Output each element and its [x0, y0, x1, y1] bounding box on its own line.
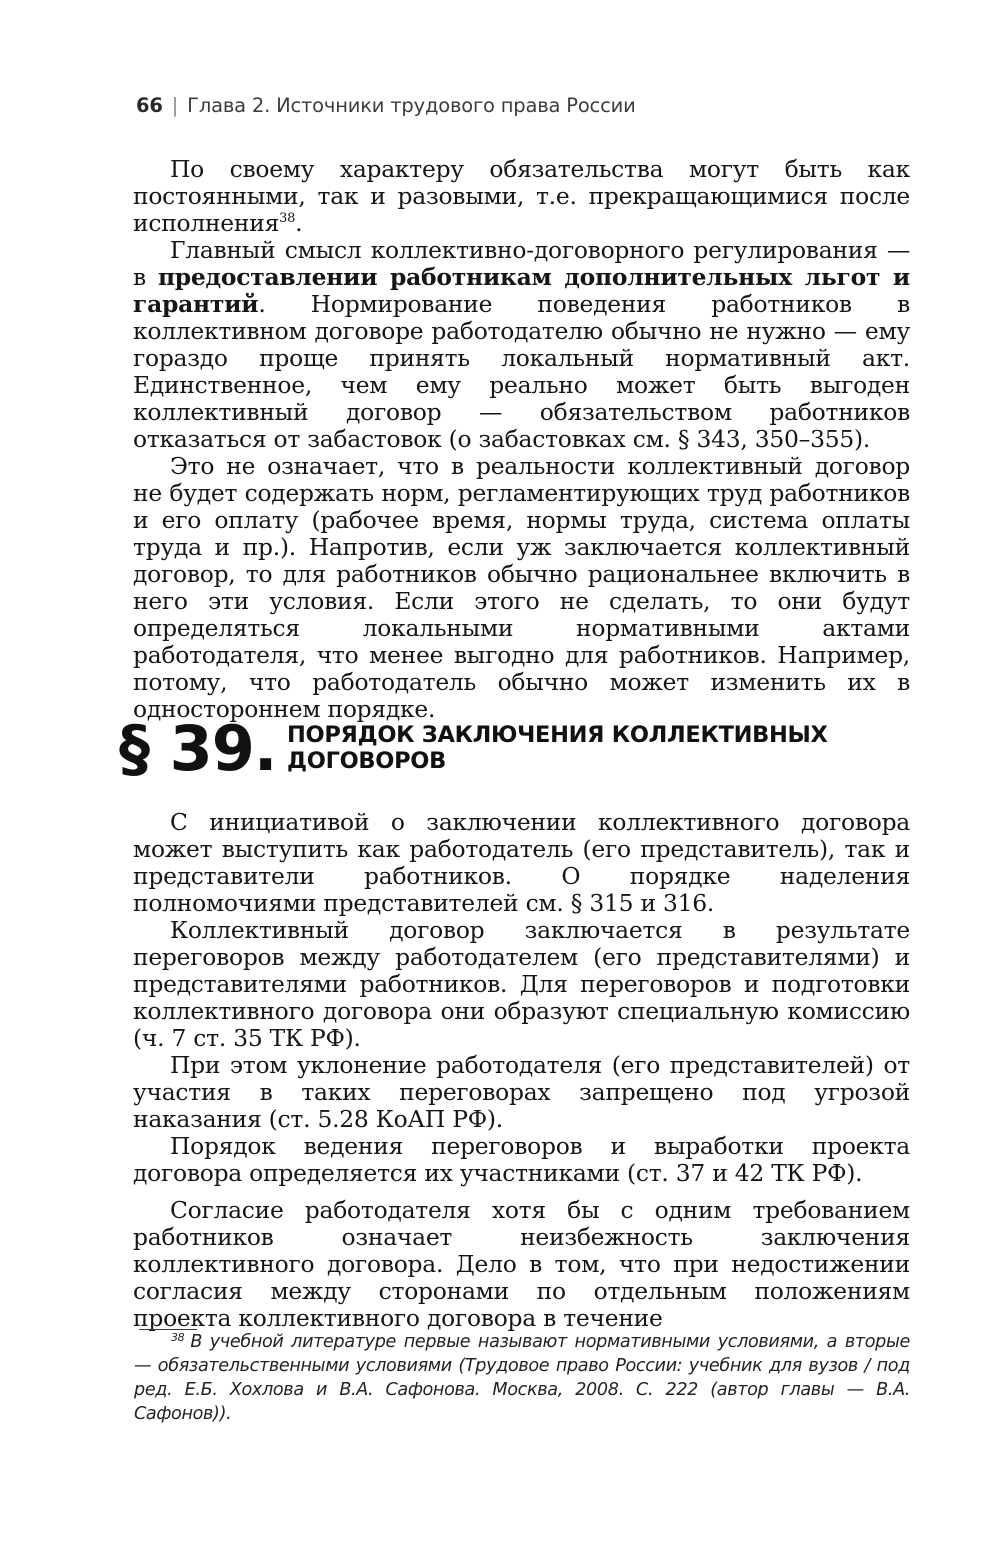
paragraph: Согласие работодателя хотя бы с одним требованием работников означает неизбежность заключения коллективного договора. Дело в том, что при недостижении согласия между сторонами по отдельным положениям проекта коллективного договора в течение: [133, 1196, 910, 1332]
paragraph: [133, 237, 910, 453]
page-number: 66: [136, 94, 163, 117]
paragraph: [133, 156, 910, 237]
footnote: [134, 1330, 910, 1426]
paragraph-text: . Нормирование поведения работников в коллективном договоре работодателю обычно не нужно — ему гораздо проще принять локальный нормативный акт. Единственное, чем ему реально может быть выгоден коллективный договор — обязательством работников отказаться от забастовок (о забастовках см. § 343, 350–355).: [133, 290, 910, 453]
bold-emphasis: предоставлении работникам дополнительных льгот и гарантий: [133, 263, 911, 318]
chapter-title: Глава 2. Источники трудового права России: [187, 94, 636, 117]
section-heading: [119, 712, 909, 788]
section-number: § 39.: [119, 712, 277, 785]
running-head: [136, 94, 636, 117]
footnote-ref[interactable]: 38: [279, 211, 296, 226]
section-title: [287, 722, 887, 774]
paragraph: Порядок ведения переговоров и выработки проекта договора определяется их участниками (ст. 37 и 42 ТК РФ).: [133, 1132, 910, 1187]
section-title-line: ДОГОВОРОВ: [287, 748, 446, 774]
paragraph: Это не означает, что в реальности коллективный договор не будет содержать норм, регламентирующих труд работников и его оплату (рабочее время, нормы труда, система оплаты труда и пр.). Напротив, если уж заключается коллективный договор, то для работников обычно рациональнее включить в него эти условия. Если этого не сделать, то они будут определяться локальными нормативными актами работодателя, что менее выгодно для работников. Например, потому, что работодатель обычно может изменить их в одностороннем порядке.: [133, 452, 910, 723]
paragraph-text: Главный смысл коллективно-договорного регулирования — в: [133, 236, 910, 291]
text-block-4: [133, 1197, 910, 1332]
paragraph-end: .: [295, 209, 303, 237]
paragraph: С инициативой о заключении коллективного договора может выступить как работодатель (его представитель), так и представители работников. О порядке наделения полномочиями представителей см. § 315 и 316.: [133, 808, 910, 917]
header-separator: |: [171, 94, 179, 117]
text-block-1: [133, 156, 910, 237]
paragraph-text: По своему характеру обязательства могут быть как постоянными, так и разовыми, т.е. прекращающимися после исполнения: [133, 155, 910, 237]
section-title-line: ПОРЯДОК ЗАКЛЮЧЕНИЯ КОЛЛЕКТИВНЫХ: [287, 722, 828, 748]
footnote-marker: 38: [171, 1331, 185, 1344]
text-block-2: [133, 237, 910, 723]
paragraph: Коллективный договор заключается в результате переговоров между работодателем (его представителями) и представителями работников. Для переговоров и подготовки коллективного договора они образуют специальную комиссию (ч. 7 ст. 35 ТК РФ).: [133, 916, 910, 1052]
paragraph: При этом уклонение работодателя (его представителей) от участия в таких переговорах запрещено под угрозой наказания (ст. 5.28 КоАП РФ).: [133, 1051, 910, 1133]
footnote-text: В учебной литературе первые называют нормативными условиями, а вторые — обязательственными условиями (Трудовое право России: учебник для вузов / под ред. Е.Б. Хохлова и В.А. Сафонова. Москва, 2008. С. 222 (автор главы — В.А. Сафонов)).: [134, 1332, 910, 1424]
footnote-paragraph: [134, 1330, 910, 1426]
text-block-3: [133, 809, 910, 1187]
